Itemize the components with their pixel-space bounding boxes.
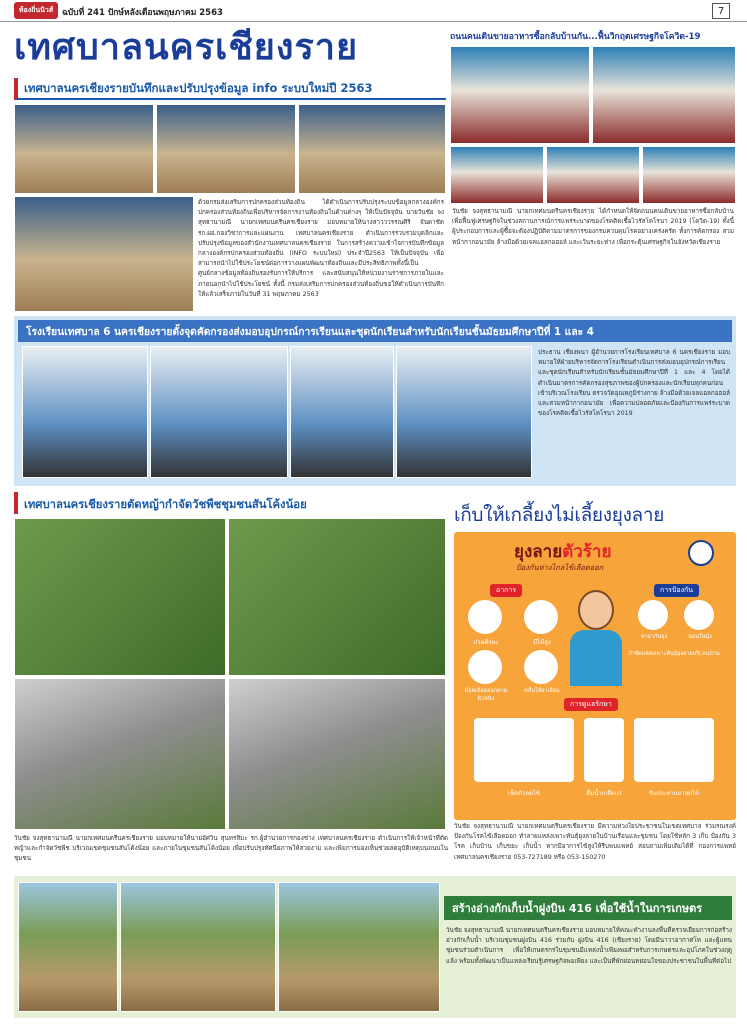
issue-info: ฉบับที่ 241 ปักษ์หลังเดือนพฤษภาคม 2563 [62, 8, 223, 18]
newspaper-logo [14, 2, 58, 19]
article2-body: วันชัย จงสุทธานามณี นายกเทศมนตรีนครเชียงราย ได้กำหนดให้จัดถนนคนเดินขายอาหารซื้อกลับบ้านเพื่อฟื้นฟูเศรษฐกิจในช่วงสถานการณ์การแพร่ระบาดของโรคติดเชื้อไวรัสโคโรนา 2019 (โควิด-19) ทั้งนี้ผู้ประกอบการและผู้ซื้อจะต้องปฏิบัติตามมาตรการของกรมควบคุมโรคอย่างเคร่งครัด ทั้งการคัดกรอง สวมหน้ากากอนามัย ล้างมือด้วยเจลแอลกอฮอล์ และเว้นระยะห่าง เพื่อกระตุ้นเศรษฐกิจในจังหวัดเชียงราย [452, 208, 734, 246]
person-head [578, 590, 614, 630]
article3-headline: โรงเรียนเทศบาล 6 นครเชียงรายตั้งจุดคัดกรองส่งมอบอุปกรณ์การเรียนและชุดนักเรียนสำหรับนักเรียนชั้นมัธยมศึกษาปีที่ 1 และ 4 [26, 325, 594, 338]
article3-photo-temperature-check [150, 346, 288, 478]
article1-body: ด้วยกรมส่งเสริมการปกครองส่วนท้องถิ่น ได้ดำเนินการปรับปรุงระบบข้อมูลกลางองค์กรปกครองส่วนท้องถิ่นเพื่อบริหารจัดการงานท้องถิ่นในด้านต่างๆ ให้เป็นปัจจุบัน นายวันชัย จงสุทธานามณี นายกเทศมนตรีนครเชียงราย มอบหมายให้นางสาวววรรณศิริ จันดาชัด รก.ผอ.กองวิชาการและแผนงาน เทศบาลนครเชียงราย ดำเนินการรวบรวมบุคลิกและปรับปรุงข้อมูลของสำนักงานเทศบาลนครเชียงราย ในการสร้างความเข้าใจการบันทึกข้อมูลกลางองค์กรปกครองส่วนท้องถิ่น (INFO ระบบใหม่) ประจำปี2563 ให้เป็นปัจจุบัน เพื่อสามารถนำไปใช้ประโยชน์ต่อการวางแผนพัฒนาท้องถิ่นและมีประสิทธิภาพทั้งนี้เป็นศูนย์กลางข้อมูลท้องถิ่นรองรับการให้บริการ และสนับสนุนให้หน่วยงานราชการภายในและภายนอกนำไปใช้ประโยชน์ ทั้งนี้ กรมส่งเสริมการปกครองส่วนท้องถิ่นขอให้ดำเนินการบันทึกให้แล้วเสร็จภายในวันที่ 31 พฤษภาคม 2563 [198, 199, 444, 298]
article3-photo-distribution [396, 346, 532, 478]
article2-photo-screening [450, 146, 544, 204]
prevention-2-icon [684, 600, 714, 630]
article3-photo-screening-point [22, 346, 148, 478]
dengue-headline: เก็บให้เกลี้ยงไม่เลี้ยงยุงลาย [454, 504, 665, 526]
article3-headline-banner [18, 320, 732, 342]
symptom-2-icon [524, 600, 558, 634]
symptom-1-label: ปวดศีรษะ [473, 639, 499, 646]
article2-photo-food-vendor [592, 46, 736, 144]
page-number: 7 [712, 3, 730, 19]
care-2-icon [584, 718, 624, 782]
prevention-label: การป้องกัน [654, 584, 699, 597]
symptoms-label: อาการ [490, 584, 522, 597]
care-1-label: เช็ดตัวลดไข้ [508, 790, 540, 797]
symptom-3-label: มีจุดเลือดออกตามผิวหนัง [464, 688, 508, 702]
article5-body: วันชัย จงสุทธานามณี นายกเทศมนตรีนครเชียงราย มอบหมายให้คณะทำงานลงพื้นที่ตรวจเยี่ยมการก่อสร้างอ่างกักเก็บน้ำ บริเวณชุมชนฝูงบิน 416 ร่วมกับ ฝูงบิน 416 (เชียงราย) โดยมีนาวาอากาศโท และผู้แทนชุมชนร่วมดำเนินการ เพื่อให้เกษตรกรในชุมชนมีแหล่งน้ำเพียงพอสำหรับการเกษตรและอุปโภคในช่วงฤดูแล้ง พร้อมทั้งพัฒนาเป็นแหล่งเรียนรู้เศรษฐกิจพอเพียง และเป็นที่พักผ่อนหย่อนใจของประชาชนในพื้นที่ต่อไป [446, 927, 732, 965]
prevention-1-icon [638, 600, 668, 630]
poster-title [514, 538, 611, 565]
article1-photo-hall [14, 196, 194, 312]
article2-photo-crowd [546, 146, 640, 204]
article1-photo-meeting-wide [14, 104, 154, 194]
article5-photo-site-visit [278, 882, 440, 1012]
poster-subtitle: ป้องกันห่างไกลไข้เลือดออก [516, 563, 604, 572]
article2-headline: ถนนคนเดินขายอาหารซื้อกลับบ้านกัน...ฟื้นวิกฤตเศรษฐกิจโควิด-19 [450, 32, 701, 42]
logo-text: ท้องถิ่นนิวส์ [18, 6, 54, 14]
article5-photo-excavation [120, 882, 276, 1012]
person-body [570, 630, 622, 686]
article5-photo-officials [18, 882, 118, 1012]
article4-photo-street-crew [228, 678, 446, 830]
prevention-2-label: ทายากันยุง [640, 634, 668, 640]
article4-photo-roadside [14, 518, 226, 676]
article3-body: ประธาน เชียงพนา ผู้อำนวยการโรงเรียนเทศบาล 6 นครเชียงราย มอบหมายให้ฝ่ายบริหารจัดการโรงเรียนดำเนินการส่งมอบอุปกรณ์การเรียนและชุดนักเรียนสำหรับนักเรียนชั้นมัธยมศึกษาปีที่ 1 และ 4 โดยได้ดำเนินมาตรการคัดกรองสุขภาพของผู้ปกครองและนักเรียนทุกคนก่อนเข้าบริเวณโรงเรียน ตรวจวัดอุณหภูมิร่างกาย ล้างมือด้วยเจลแอลกอฮอล์ และสวมหน้ากากอนามัย เพื่อความปลอดภัยและป้องกันการแพร่ระบาดของโรคติดเชื้อไวรัสโคโรนา 2019 [538, 349, 730, 418]
article1-headline-bar [14, 78, 446, 100]
article4-headline: เทศบาลนครเชียงรายตัดหญ้ากำจัดวัชพืชชุมชนสันโค้งน้อย [24, 498, 307, 511]
prevention-1-label: กำจัดแหล่งเพาะพันธุ์ยุงลายบริเวณบ้าน [628, 651, 720, 657]
article5-headline-banner [444, 896, 732, 920]
page-header [0, 0, 747, 22]
article3-photo-registration [290, 346, 394, 478]
dengue-poster [454, 532, 736, 820]
article4-headline-bar [14, 492, 446, 514]
symptom-2-label: มีไข้สูง [533, 639, 551, 646]
symptom-1-icon [468, 600, 502, 634]
article2-photo-street-stalls [450, 46, 590, 144]
section-title: เทศบาลนครเชียงราย [14, 27, 359, 68]
article1-headline: เทศบาลนครเชียงรายบันทึกและปรับปรุงข้อมูล info ระบบใหม่ปี 2563 [24, 81, 373, 95]
health-dept-logo [688, 540, 714, 566]
article2-photo-walkway [642, 146, 736, 204]
symptom-3-icon [468, 650, 502, 684]
article4-body: วันชัย จงสุทธานามณี นายกเทศมนตรีนครเชียงราย มอบหมายให้นายอัศวิน สุนทรสิมะ รก.ผู้อำนวยการกองช่าง เทศบาลนครเชียงราย ดำเนินการให้เจ้าหน้าที่ตัดหญ้าและกำจัดวัชพืช บริเวณเขตชุมชนสันโค้งน้อย และภายในชุมชนสันโค้งน้อย เพื่อปรับปรุงทัศนียภาพให้สวยงาม และเพิ่มการมองเห็นช่วยลดอุบัติเหตุบนถนนในชุมชน [14, 835, 448, 863]
article4-photo-workers-slope [228, 518, 446, 676]
care-1-icon [474, 718, 574, 782]
poster-title-a: ยุงลาย [514, 542, 563, 562]
sick-person-illustration [566, 590, 626, 686]
poster-title-b: ตัวร้าย [562, 542, 612, 562]
article1-photo-official [298, 104, 446, 194]
care-2-label: ดื่มน้ำเกลือแร่ [586, 790, 622, 797]
symptom-4-label: คลื่นไส้อาเจียน [524, 688, 560, 694]
symptom-4-icon [524, 650, 558, 684]
article2-headline-bar [450, 28, 736, 44]
care-label: การดูแลรักษา [564, 698, 618, 711]
dengue-body: วันชัย จงสุทธานามณี นายกเทศมนตรีนครเชียงราย มีความห่วงใยประชาชนในเขตเทศบาล ร่วมรณรงค์ป้องกันโรคไข้เลือดออก ทำลายแหล่งเพาะพันธุ์ยุงลายในบ้านเรือนและชุมชน โดยใช้หลัก 3 เก็บ ป้องกัน 3 โรค เก็บบ้าน เก็บขยะ เก็บน้ำ หากมีอาการไข้สูงให้รีบพบแพทย์ สอบถามเพิ่มเติมได้ที่ กองการแพทย์ เทศบาลนครเชียงราย 053-727189 หรือ 053-150270 [454, 823, 736, 861]
article1-photo-meeting-room [156, 104, 296, 194]
prevention-3-label: นอนในมุ้ง [688, 634, 712, 640]
care-3-label: รับประทานยาลดไข้ [648, 790, 700, 797]
article4-photo-wall-clearing [14, 678, 226, 830]
care-3-icon [634, 718, 714, 782]
article5-headline: สร้างอ่างกักเก็บน้ำฝูงบิน 416 เพื่อใช้น้ำในการเกษตร [452, 902, 703, 915]
